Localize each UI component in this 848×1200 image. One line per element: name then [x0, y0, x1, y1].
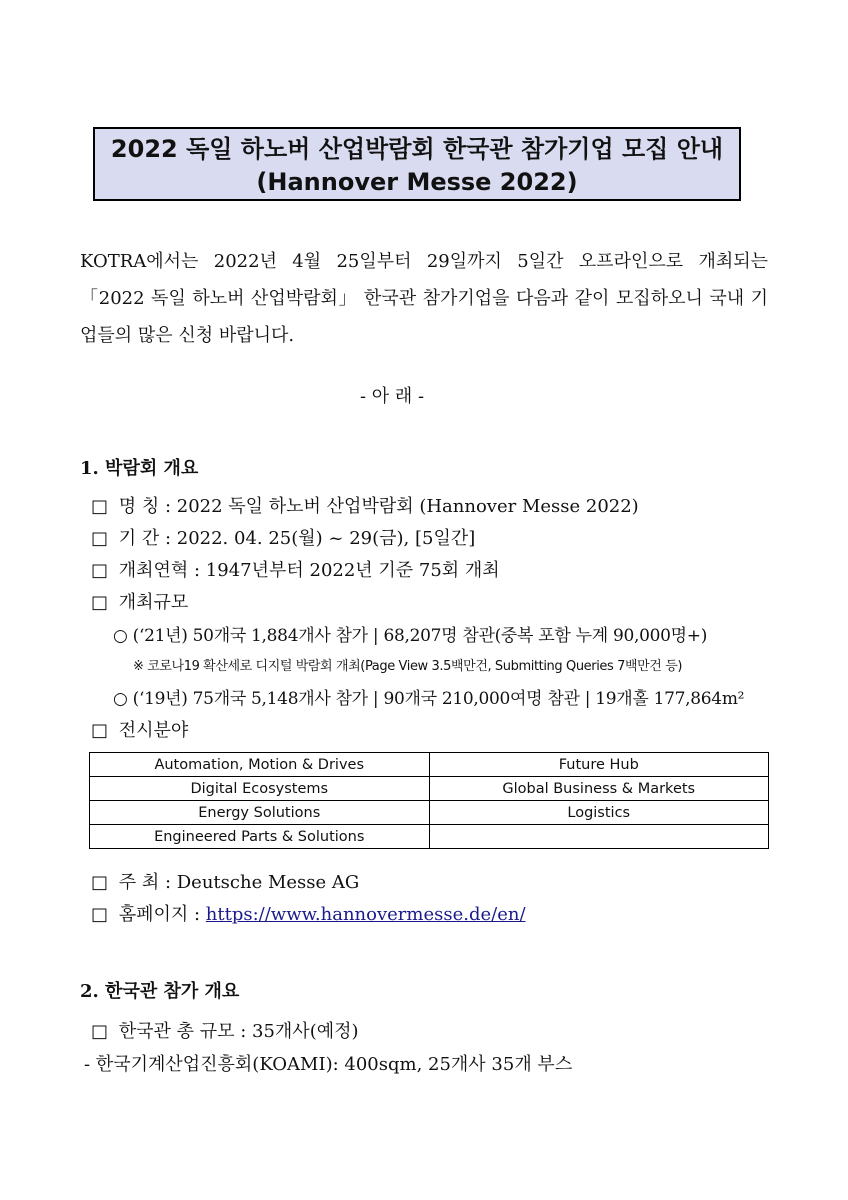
- item-korea-pavilion-label: 한국관 총 규모 :: [118, 1021, 253, 1042]
- item-korea-pavilion-value: 35개사(예정): [252, 1021, 359, 1042]
- item-korea-pavilion-scale: [91, 1017, 359, 1043]
- item-scale: [91, 588, 188, 614]
- checkbox-icon: □: [91, 1021, 109, 1042]
- item-organizer: [91, 868, 359, 894]
- item-period-value: 2022. 04. 25(월) ~ 29(금), [5일간]: [176, 528, 476, 549]
- fields-table: [89, 752, 769, 849]
- checkbox-icon: □: [91, 872, 109, 893]
- item-name: [91, 492, 639, 518]
- checkbox-icon: □: [91, 904, 109, 925]
- table-cell: Automation, Motion & Drives: [90, 753, 430, 777]
- item-homepage-label: 홈페이지 :: [118, 904, 206, 925]
- item-name-label: 명 칭 :: [118, 496, 177, 517]
- scale-note: ※ 코로나19 확산세로 디지털 박람회 개최(Page View 3.5백만건, Submitting Queries 7백만건 등): [133, 659, 683, 674]
- checkbox-icon: □: [91, 560, 109, 581]
- intro-line-1: KOTRA에서는 2022년 4월 25일부터 29일까지 5일간 오프라인으로 개최되는: [80, 251, 768, 272]
- table-cell: Logistics: [429, 801, 769, 825]
- item-organizer-value: Deutsche Messe AG: [176, 872, 360, 893]
- item-history-label: 개최연혁 :: [118, 560, 206, 581]
- title-box: [93, 127, 741, 201]
- notice-heading: - 아 래 -: [360, 386, 425, 407]
- scale-bullet-2019: ○ (‘19년) 75개국 5,148개사 참가 | 90개국 210,000여명 참관 | 19개홀 177,864m²: [113, 689, 745, 709]
- item-history: [91, 556, 500, 582]
- item-history-value: 1947년부터 2022년 기준 75회 개최: [205, 560, 500, 581]
- scale-bullet-2021: ○ (‘21년) 50개국 1,884개사 참가 | 68,207명 참관(중복 포함 누계 90,000명+): [113, 626, 708, 646]
- table-cell: Future Hub: [429, 753, 769, 777]
- table-cell: Energy Solutions: [90, 801, 430, 825]
- table-cell: [429, 825, 769, 849]
- item-homepage: [91, 900, 526, 926]
- intro-line-2: 「2022 독일 하노버 산업박람회」 한국관 참가기업을 다음과 같이 모집하오니 국내 기: [80, 288, 768, 309]
- item-period: [91, 524, 475, 550]
- title-line-2: (Hannover Messe 2022): [256, 168, 578, 196]
- item-organizer-label: 주 최 :: [118, 872, 177, 893]
- checkbox-icon: □: [91, 496, 109, 517]
- intro-line-3: 업들의 많은 신청 바랍니다.: [80, 325, 295, 346]
- item-koami: - 한국기계산업진흥회(KOAMI): 400sqm, 25개사 35개 부스: [84, 1054, 573, 1075]
- item-name-value: 2022 독일 하노버 산업박람회 (Hannover Messe 2022): [176, 496, 639, 517]
- table-cell: Digital Ecosystems: [90, 777, 430, 801]
- item-fields: [91, 716, 188, 742]
- section-1-heading: 1. 박람회 개요: [80, 458, 199, 479]
- checkbox-icon: □: [91, 720, 109, 741]
- intro-paragraph: [80, 250, 768, 361]
- item-scale-label: 개최규모: [118, 592, 189, 613]
- table-cell: Global Business & Markets: [429, 777, 769, 801]
- table-row: [90, 753, 769, 777]
- section-2-heading: 2. 한국관 참가 개요: [80, 981, 240, 1002]
- title-line-1: 2022 독일 하노버 산업박람회 한국관 참가기업 모집 안내: [110, 135, 724, 163]
- table-cell: Engineered Parts & Solutions: [90, 825, 430, 849]
- checkbox-icon: □: [91, 528, 109, 549]
- item-period-label: 기 간 :: [118, 528, 177, 549]
- item-fields-label: 전시분야: [118, 720, 189, 741]
- table-row: [90, 777, 769, 801]
- checkbox-icon: □: [91, 592, 109, 613]
- homepage-link[interactable]: https://www.hannovermesse.de/en/: [205, 904, 526, 925]
- table-row: [90, 825, 769, 849]
- table-row: [90, 801, 769, 825]
